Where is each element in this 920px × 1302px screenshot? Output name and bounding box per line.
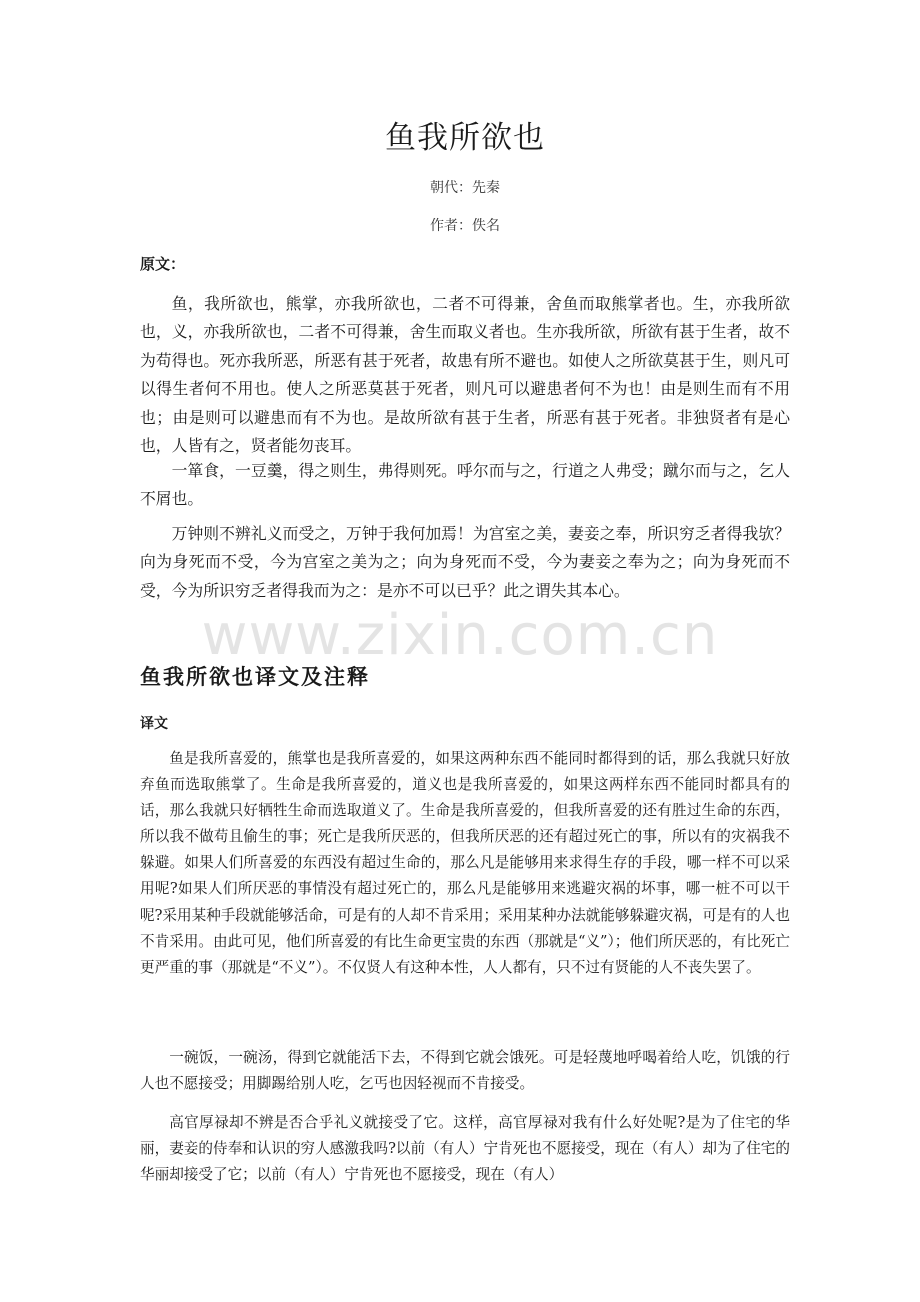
translation-paragraph-2: 一碗饭，一碗汤，得到它就能活下去，不得到它就会饿死。可是轻蔑地呼喝着给人吃，饥饿的行人也不愿接受；用脚踢给别人吃，乞丐也因轻视而不肯接受。: [140, 1049, 790, 1093]
watermark: www.zixin.com.cn: [201, 603, 719, 668]
translation-paragraph-1: 鱼是我所喜爱的，熊掌也是我所喜爱的，如果这两种东西不能同时都得到的话，那么我就只好放弃鱼而选取熊掌了。生命是我所喜爱的，道义也是我所喜爱的，如果这两样东西不能同时都具有的话，那么我就只好牺牲生命而选取道义了。生命是我所喜爱的，但我所喜爱的还有胜过生命的东西，所以我不做苟且偷生的事；死亡是我所厌恶的，但我所厌恶的还有超过死亡的事，所以有的灾祸我不躲避。如果人们所喜爱的东西没有超过生命的，那么凡是能够用来求得生存的手段，哪一样不可以采用呢?如果人们所厌恶的事情没有超过死亡的，那么凡是能够用来逃避灾祸的坏事，哪一桩不可以干呢?采用某种手段就能够活命，可是有的人却不肯采用；采用某种办法就能够躲避灾祸，可是有的人也不肯采用。由此可见，他们所喜爱的有比生命更宝贵的东西（那就是“义”）；他们所厌恶的，有比死亡更严重的事（那就是“不义”）。不仅贤人有这种本性，人人都有，只不过有贤能的人不丧失罢了。: [140, 750, 790, 976]
original-paragraph-2: 一箪食，一豆羹，得之则生，弗得则死。呼尔而与之，行道之人弗受；蹴尔而与之，乞人不屑也。: [140, 461, 790, 509]
section-title: 鱼我所欲也译文及注释: [140, 664, 370, 689]
original-label: 原文：: [140, 255, 186, 273]
author-line: 作者：佚名: [430, 218, 500, 234]
translation-paragraph-3: 高官厚禄却不辨是否合乎礼义就接受了它。这样，高官厚禄对我有什么好处呢?是为了住宅的华丽，妻妾的侍奉和认识的穷人感激我吗?以前（有人）宁肯死也不愿接受，现在（有人）却为了住宅的华丽却接受了它；以前（有人）宁肯死也不愿接受，现在（有人）: [140, 1114, 790, 1184]
original-paragraph-3: 万钟则不辨礼义而受之，万钟于我何加焉！为宫室之美，妻妾之奉，所识穷乏者得我欤？向为身死而不受，今为宫室之美为之；向为身死而不受，今为妻妾之奉为之；向为身死而不受，今为所识穷乏者得我而为之：是亦不可以已乎？此之谓失其本心。: [140, 524, 790, 600]
original-paragraph-1: 鱼，我所欲也，熊掌，亦我所欲也，二者不可得兼，舍鱼而取熊掌者也。生，亦我所欲也，义，亦我所欲也，二者不可得兼，舍生而取义者也。生亦我所欲，所欲有甚于生者，故不为苟得也。死亦我所恶，所恶有甚于死者，故患有所不避也。如使人之所欲莫甚于生，则凡可以得生者何不用也。使人之所恶莫甚于死者，则凡可以避患者何不为也！由是则生而有不用也；由是则可以避患而有不为也。是故所欲有甚于生者，所恶有甚于死者。非独贤者有是心也，人皆有之，贤者能勿丧耳。: [140, 294, 790, 456]
dynasty-line: 朝代：先秦: [430, 180, 500, 196]
translation-label: 译文: [140, 716, 168, 732]
page-title: 鱼我所欲也: [385, 120, 545, 156]
